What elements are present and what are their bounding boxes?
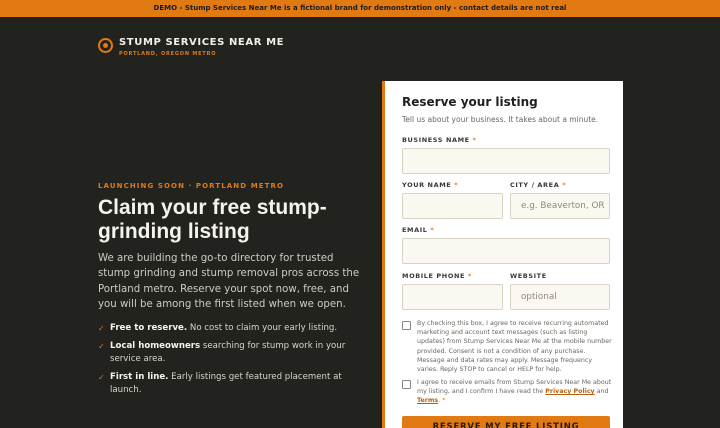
privacy-policy-link[interactable]: Privacy Policy: [545, 388, 595, 396]
demo-banner: DEMO - Stump Services Near Me is a fictional brand for demonstration only - contact details are not real: [0, 0, 720, 17]
hero-headline: Claim your free stump-grinding listing: [98, 196, 327, 243]
sms-consent-checkbox[interactable]: [402, 321, 411, 330]
your-name-input[interactable]: [402, 193, 503, 219]
benefit-item: [98, 371, 360, 398]
form-subtitle: Tell us about your business. It takes about a minute.: [402, 115, 599, 124]
benefit-item: [98, 340, 360, 367]
email-consent-checkbox[interactable]: [402, 380, 411, 389]
mobile-phone-input[interactable]: [402, 284, 503, 310]
reserve-listing-button[interactable]: RESERVE MY FREE LISTING: [402, 416, 610, 428]
check-icon: ✓: [98, 341, 105, 351]
benefit-bold: Free to reserve.: [110, 323, 188, 333]
terms-link[interactable]: Terms: [417, 397, 439, 405]
brand-name: STUMP SERVICES NEAR ME: [119, 37, 285, 48]
email-label: EMAIL *: [402, 226, 435, 234]
email-input[interactable]: [402, 238, 610, 264]
hero-lede: We are building the go-to directory for trusted stump grinding and stump removal pros across the Portland metro. Reserve your spot now, free, and you will be among the first listed when we open.: [98, 253, 360, 310]
brand-location: PORTLAND, OREGON METRO: [119, 51, 217, 57]
mobile-phone-label: MOBILE PHONE *: [402, 272, 472, 280]
check-icon: ✓: [98, 372, 105, 382]
benefit-text: searching for stump work in your service area.: [110, 340, 346, 364]
hero-kicker: LAUNCHING SOON · PORTLAND METRO: [98, 182, 285, 190]
benefit-list: [98, 322, 360, 402]
business-name-label: BUSINESS NAME *: [402, 136, 477, 144]
brand-logo-icon: [98, 38, 113, 53]
business-name-input[interactable]: [402, 148, 610, 174]
form-title: Reserve your listing: [402, 95, 538, 109]
sms-consent-text: By checking this box, I agree to receive recurring automated marketing and account text messages (such as listing updates) from Stump Services Near Me at the mobile number provided. Consent is not a condition of any purchase. Message and data rates may apply. Message frequency varies. Reply STOP to cancel or HELP for help.: [417, 320, 612, 374]
website-input[interactable]: optional: [510, 284, 610, 310]
benefit-text: Early listings get featured placement at launch.: [110, 371, 342, 395]
city-input[interactable]: e.g. Beaverton, OR: [510, 193, 610, 219]
brand[interactable]: [98, 37, 284, 57]
benefit-text: No cost to claim your early listing.: [187, 323, 338, 333]
city-label: CITY / AREA *: [510, 181, 567, 189]
benefit-item: [98, 322, 360, 336]
benefit-bold: First in line.: [110, 371, 169, 382]
email-consent-text: I agree to receive emails from Stump Services Near Me about my listing, and I confirm I have read the Privacy Policy and Terms. *: [417, 379, 612, 405]
check-icon: ✓: [98, 324, 105, 333]
benefit-bold: Local homeowners: [110, 340, 201, 351]
website-label: WEBSITE: [510, 272, 547, 280]
your-name-label: YOUR NAME *: [402, 181, 459, 189]
reserve-form-card: [382, 81, 623, 428]
